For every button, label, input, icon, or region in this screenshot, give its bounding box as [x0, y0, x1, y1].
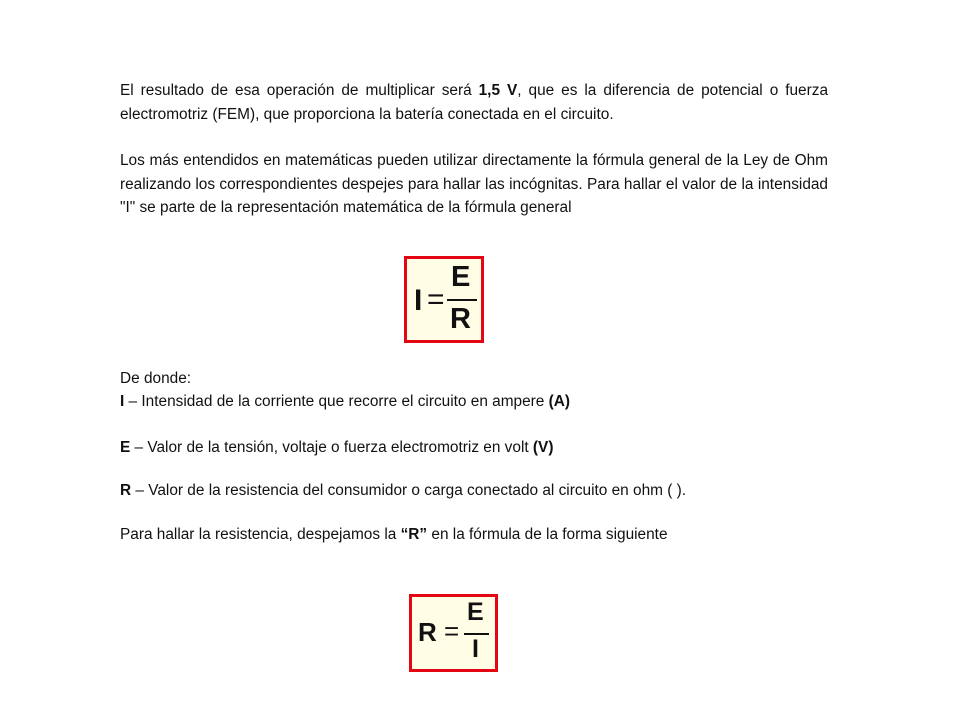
definition-i-symbol: I [120, 393, 125, 410]
formula-intensity-numerator: E [451, 261, 471, 293]
definition-e-unit: (V) [532, 439, 554, 456]
definition-r-text: – Valor de la resistencia del consumidor o carga conectado al circuito en ohm ( ). [131, 482, 687, 499]
resistance-intro-bold: “R” [400, 526, 428, 543]
definition-r [120, 479, 686, 502]
definition-i [120, 390, 570, 413]
formula-intensity [404, 256, 484, 343]
definition-e-text: – Valor de la tensión, voltaje o fuerza electromotriz en volt [130, 439, 533, 456]
formula-intensity-equals: = [427, 283, 445, 316]
definitions-intro: De donde: [120, 370, 192, 387]
formula-intensity-fraction-bar [447, 299, 477, 301]
resistance-intro-text-2: en la fórmula de la forma siguiente [427, 526, 668, 543]
paragraph-result-bold-value: 1,5 V [478, 82, 518, 99]
definition-i-text: – Intensidad de la corriente que recorre el circuito en ampere [124, 393, 549, 410]
formula-resistance-denominator: I [472, 635, 479, 663]
formula-intensity-lhs: I [414, 284, 423, 317]
formula-resistance-lhs: R [418, 617, 437, 647]
formula-resistance-numerator: E [467, 598, 484, 626]
paragraph-ohm-law: Los más entendidos en matemáticas pueden utilizar directamente la fórmula general de la Ley de Ohm realizando los correspondientes despejes para hallar las incógnitas. Para hallar el valor de la intensidad "I" se parte de la representación matemática de la fórmula general [120, 152, 828, 216]
paragraph-result-text-2: , que es la diferencia de potencial o fuerza electromotriz (FEM), que proporciona la batería conectada en el circuito. [120, 82, 829, 123]
definition-e-symbol: E [120, 439, 131, 456]
resistance-intro-text-1: Para hallar la resistencia, despejamos la [120, 526, 401, 543]
definition-e [120, 436, 553, 459]
definition-r-symbol: R [120, 482, 132, 499]
formula-resistance-equals: = [444, 616, 460, 646]
formula-resistance [409, 594, 498, 672]
paragraph-result [120, 79, 828, 126]
paragraph-result-text-1: El resultado de esa operación de multiplicar será [120, 82, 479, 99]
formula-intensity-denominator: R [450, 303, 471, 335]
definition-i-unit: (A) [548, 393, 570, 410]
resistance-intro [120, 523, 668, 546]
